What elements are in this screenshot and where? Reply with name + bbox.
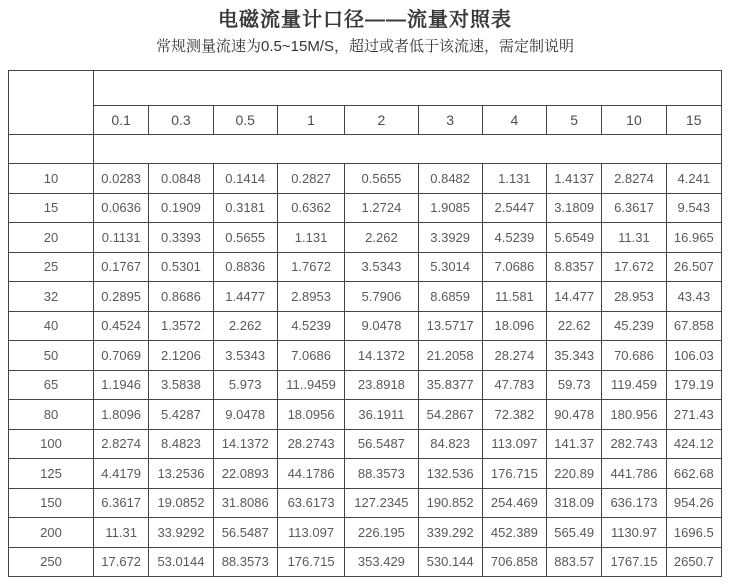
velocity-value-cell: 3 [418, 106, 482, 135]
flow-value-cell: 0.3393 [149, 223, 213, 253]
flow-value-cell: 35.343 [547, 341, 602, 371]
velocity-header-row [9, 71, 722, 106]
dn-value-cell: 10 [9, 164, 94, 194]
flow-value-cell: 88.3573 [345, 459, 418, 489]
flow-value-cell: 119.459 [602, 370, 666, 400]
flow-value-cell: 2.8274 [602, 164, 666, 194]
flow-value-cell: 1.2724 [345, 193, 418, 223]
flow-value-cell: 0.8836 [213, 252, 277, 282]
flow-value-cell: 8.6859 [418, 282, 482, 312]
flow-value-cell: 35.8377 [418, 370, 482, 400]
flow-value-cell: 0.0283 [94, 164, 149, 194]
flow-value-cell: 17.672 [94, 547, 149, 577]
flow-value-cell: 3.5838 [149, 370, 213, 400]
flow-value-cell: 84.823 [418, 429, 482, 459]
flow-value-cell: 5.6549 [547, 223, 602, 253]
flow-value-cell: 59.73 [547, 370, 602, 400]
flow-value-cell: 90.478 [547, 400, 602, 430]
flow-value-cell: 0.0848 [149, 164, 213, 194]
flow-value-cell: 1.8096 [94, 400, 149, 430]
flow-value-cell: 1.4477 [213, 282, 277, 312]
flow-value-cell: 5.3014 [418, 252, 482, 282]
flow-value-cell: 70.686 [602, 341, 666, 371]
flow-value-cell: 33.9292 [149, 518, 213, 548]
dn-value-cell: 25 [9, 252, 94, 282]
flow-value-cell: 565.49 [547, 518, 602, 548]
flow-value-cell: 4.241 [666, 164, 721, 194]
flow-value-cell: 88.3573 [213, 547, 277, 577]
flow-value-cell: 1130.97 [602, 518, 666, 548]
velocity-value-cell: 5 [547, 106, 602, 135]
velocity-value-cell: 4 [482, 106, 546, 135]
flow-value-cell: 1.1946 [94, 370, 149, 400]
flow-value-cell: 44.1786 [277, 459, 345, 489]
table-row [9, 400, 722, 430]
table-row [9, 282, 722, 312]
flow-value-cell: 883.57 [547, 547, 602, 577]
flow-header-row [9, 135, 722, 164]
flow-value-cell: 56.5487 [213, 518, 277, 548]
flow-value-cell: 31.8086 [213, 488, 277, 518]
flow-value-cell: 127.2345 [345, 488, 418, 518]
table-row [9, 547, 722, 577]
flow-value-cell: 5.973 [213, 370, 277, 400]
flow-value-cell: 7.0686 [482, 252, 546, 282]
flow-value-cell: 954.26 [666, 488, 721, 518]
flow-value-cell: 21.2058 [418, 341, 482, 371]
flow-value-cell: 0.7069 [94, 341, 149, 371]
flow-value-cell: 6.3617 [94, 488, 149, 518]
dn-value-cell: 65 [9, 370, 94, 400]
table-row [9, 429, 722, 459]
flow-value-cell: 0.0636 [94, 193, 149, 223]
flow-value-cell: 132.536 [418, 459, 482, 489]
flow-value-cell: 8.8357 [547, 252, 602, 282]
velocity-value-cell: 10 [602, 106, 666, 135]
flow-header-spacer-cell [9, 135, 94, 164]
flow-value-cell: 13.2536 [149, 459, 213, 489]
flow-value-cell: 4.4179 [94, 459, 149, 489]
flow-value-cell: 28.953 [602, 282, 666, 312]
flow-value-cell: 14.1372 [345, 341, 418, 371]
flow-value-cell: 13.5717 [418, 311, 482, 341]
flow-value-cell: 106.03 [666, 341, 721, 371]
corner-header-line2: （MM） [26, 104, 76, 120]
table-row [9, 311, 722, 341]
flow-value-cell: 1.4137 [547, 164, 602, 194]
flow-value-cell: 113.097 [482, 429, 546, 459]
velocity-value-cell: 0.5 [213, 106, 277, 135]
flow-value-cell: 2.262 [213, 311, 277, 341]
table-row [9, 193, 722, 223]
flow-value-cell: 636.173 [602, 488, 666, 518]
flow-value-cell: 2650.7 [666, 547, 721, 577]
flow-value-cell: 67.858 [666, 311, 721, 341]
dn-value-cell: 40 [9, 311, 94, 341]
flow-value-cell: 4.5239 [482, 223, 546, 253]
flow-value-cell: 141.37 [547, 429, 602, 459]
flow-value-cell: 9.0478 [345, 311, 418, 341]
flow-rate-table [8, 70, 722, 577]
flow-value-cell: 0.5655 [213, 223, 277, 253]
table-row [9, 252, 722, 282]
flow-value-cell: 0.2827 [277, 164, 345, 194]
table-row [9, 370, 722, 400]
flow-value-cell: 2.1206 [149, 341, 213, 371]
flow-value-cell: 254.469 [482, 488, 546, 518]
flow-value-cell: 11.31 [94, 518, 149, 548]
flow-value-cell: 424.12 [666, 429, 721, 459]
flow-value-cell: 16.965 [666, 223, 721, 253]
flow-value-cell: 2.8953 [277, 282, 345, 312]
flow-value-cell: 176.715 [482, 459, 546, 489]
flow-value-cell: 1.3572 [149, 311, 213, 341]
flow-value-cell: 452.389 [482, 518, 546, 548]
dn-value-cell: 15 [9, 193, 94, 223]
flow-value-cell: 28.274 [482, 341, 546, 371]
flow-value-cell: 1.9085 [418, 193, 482, 223]
flow-value-cell: 176.715 [277, 547, 345, 577]
flow-value-cell: 23.8918 [345, 370, 418, 400]
flow-value-cell: 3.5343 [345, 252, 418, 282]
flow-value-cell: 2.5447 [482, 193, 546, 223]
flow-value-cell: 0.8686 [149, 282, 213, 312]
flow-value-cell: 0.6362 [277, 193, 345, 223]
flow-value-cell: 271.43 [666, 400, 721, 430]
flow-value-cell: 72.382 [482, 400, 546, 430]
corner-header-line1: 公称通径DN [14, 83, 88, 99]
flow-value-cell: 2.8274 [94, 429, 149, 459]
flow-value-cell: 22.62 [547, 311, 602, 341]
flow-value-cell: 26.507 [666, 252, 721, 282]
table-row [9, 488, 722, 518]
flow-value-cell: 4.5239 [277, 311, 345, 341]
dn-value-cell: 150 [9, 488, 94, 518]
flow-header-cell: 流量 （m³/h） [94, 135, 722, 164]
table-row [9, 341, 722, 371]
velocity-value-cell: 1 [277, 106, 345, 135]
flow-value-cell: 56.5487 [345, 429, 418, 459]
flow-value-cell: 0.1909 [149, 193, 213, 223]
dn-value-cell: 32 [9, 282, 94, 312]
flow-value-cell: 18.096 [482, 311, 546, 341]
corner-header-cell [9, 71, 94, 135]
dn-value-cell: 125 [9, 459, 94, 489]
flow-value-cell: 6.3617 [602, 193, 666, 223]
page-title: 电磁流量计口径——流量对照表 [218, 9, 512, 31]
flow-value-cell: 1.131 [482, 164, 546, 194]
flow-value-cell: 662.68 [666, 459, 721, 489]
flow-value-cell: 19.0852 [149, 488, 213, 518]
flow-value-cell: 353.429 [345, 547, 418, 577]
flow-value-cell: 11.581 [482, 282, 546, 312]
flow-value-cell: 14.1372 [213, 429, 277, 459]
velocity-values-row [9, 106, 722, 135]
flow-value-cell: 11.31 [602, 223, 666, 253]
velocity-value-cell: 0.1 [94, 106, 149, 135]
table-row [9, 164, 722, 194]
flow-value-cell: 1.131 [277, 223, 345, 253]
velocity-header-cell: 流速 （m/s） [94, 71, 722, 106]
flow-value-cell: 43.43 [666, 282, 721, 312]
dn-value-cell: 50 [9, 341, 94, 371]
flow-value-cell: 17.672 [602, 252, 666, 282]
flow-value-cell: 8.4823 [149, 429, 213, 459]
flow-value-cell: 0.2895 [94, 282, 149, 312]
flow-value-cell: 0.5655 [345, 164, 418, 194]
dn-value-cell: 250 [9, 547, 94, 577]
flow-value-cell: 1696.5 [666, 518, 721, 548]
flow-value-cell: 36.1911 [345, 400, 418, 430]
flow-value-cell: 226.195 [345, 518, 418, 548]
velocity-value-cell: 0.3 [149, 106, 213, 135]
table-row [9, 223, 722, 253]
flow-value-cell: 1767.15 [602, 547, 666, 577]
flow-value-cell: 0.4524 [94, 311, 149, 341]
flow-value-cell: 47.783 [482, 370, 546, 400]
flow-value-cell: 9.0478 [213, 400, 277, 430]
flow-value-cell: 180.956 [602, 400, 666, 430]
flow-value-cell: 441.786 [602, 459, 666, 489]
flow-value-cell: 0.1414 [213, 164, 277, 194]
dn-value-cell: 80 [9, 400, 94, 430]
flow-value-cell: 0.3181 [213, 193, 277, 223]
flow-value-cell: 11..9459 [277, 370, 345, 400]
flow-value-cell: 63.6173 [277, 488, 345, 518]
table-row [9, 518, 722, 548]
flow-value-cell: 179.19 [666, 370, 721, 400]
flow-value-cell: 339.292 [418, 518, 482, 548]
dn-value-cell: 20 [9, 223, 94, 253]
flow-value-cell: 22.0893 [213, 459, 277, 489]
flow-value-cell: 2.262 [345, 223, 418, 253]
flow-value-cell: 5.4287 [149, 400, 213, 430]
flow-value-cell: 0.5301 [149, 252, 213, 282]
flow-value-cell: 7.0686 [277, 341, 345, 371]
flow-value-cell: 706.858 [482, 547, 546, 577]
velocity-value-cell: 15 [666, 106, 721, 135]
flow-value-cell: 3.5343 [213, 341, 277, 371]
flow-value-cell: 3.3929 [418, 223, 482, 253]
velocity-value-cell: 2 [345, 106, 418, 135]
flow-value-cell: 282.743 [602, 429, 666, 459]
flow-value-cell: 530.144 [418, 547, 482, 577]
dn-value-cell: 200 [9, 518, 94, 548]
flow-value-cell: 0.1131 [94, 223, 149, 253]
flow-value-cell: 9.543 [666, 193, 721, 223]
flow-value-cell: 0.8482 [418, 164, 482, 194]
flow-value-cell: 3.1809 [547, 193, 602, 223]
flow-value-cell: 5.7906 [345, 282, 418, 312]
dn-value-cell: 100 [9, 429, 94, 459]
flow-value-cell: 190.852 [418, 488, 482, 518]
flow-table-body [9, 164, 722, 577]
flow-value-cell: 0.1767 [94, 252, 149, 282]
flow-value-cell: 53.0144 [149, 547, 213, 577]
flow-value-cell: 113.097 [277, 518, 345, 548]
flow-value-cell: 54.2867 [418, 400, 482, 430]
table-row [9, 459, 722, 489]
flow-value-cell: 1.7672 [277, 252, 345, 282]
flow-value-cell: 220.89 [547, 459, 602, 489]
page-subtitle: 常规测量流速为0.5~15M/S，超过或者低于该流速，需定制说明 [156, 38, 574, 55]
flow-value-cell: 45.239 [602, 311, 666, 341]
flow-value-cell: 318.09 [547, 488, 602, 518]
flow-value-cell: 14.477 [547, 282, 602, 312]
flow-table-header [9, 71, 722, 164]
flow-value-cell: 28.2743 [277, 429, 345, 459]
flow-value-cell: 18.0956 [277, 400, 345, 430]
